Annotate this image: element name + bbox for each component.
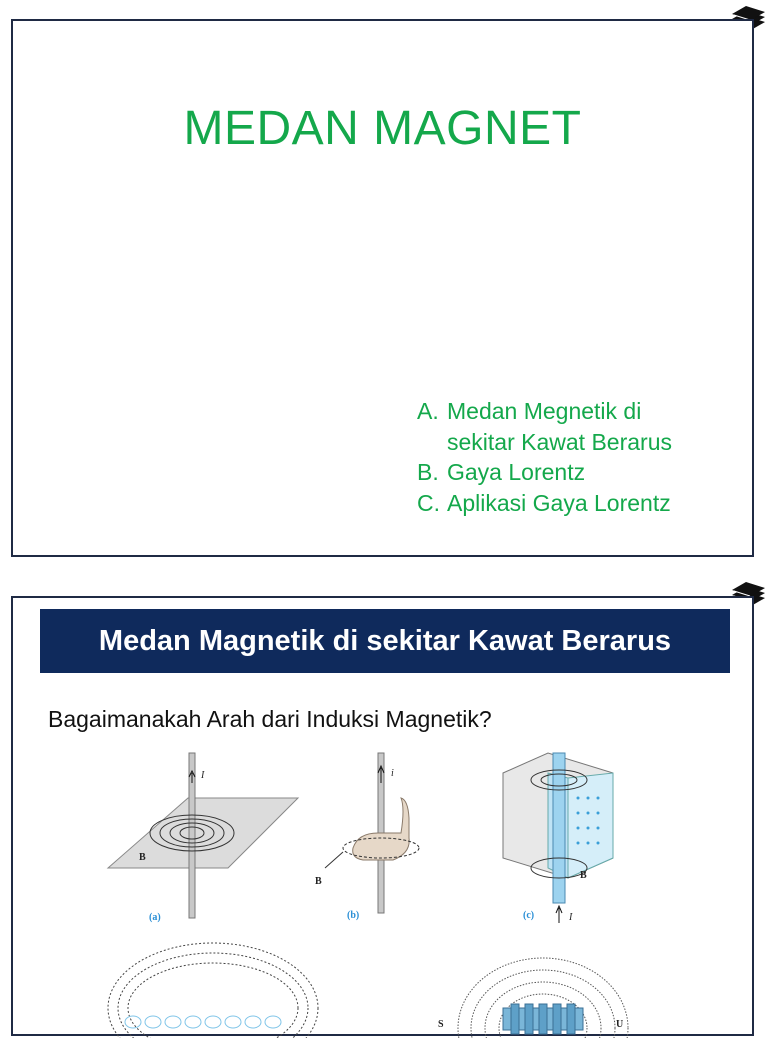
figure-b-label: (b) [347,910,360,921]
slide-title: MEDAN MAGNET [183,102,582,155]
magnetic-field-figures [13,738,752,1038]
figure-a-field-label: B [139,852,146,863]
magnet-south-label: S [438,1019,444,1030]
outline-text: Gaya Lorentz [447,459,586,485]
outline-letter: A. [417,398,439,424]
figure-c-label: (c) [523,910,535,921]
outline-item [417,488,707,519]
outline-item [417,396,707,457]
figure-a-label: (a) [149,912,161,923]
electromagnet-coils [503,1004,583,1034]
outline-text: Medan Megnetik di sekitar Kawat Berarus [447,398,672,455]
figure-b-field-label: B [315,876,322,887]
figure-c-current-label: I [569,912,573,923]
magnet-north-label: U [616,1019,624,1030]
outline-list [417,396,707,518]
question-text: Bagaimanakah Arah dari Induksi Magnetik? [48,706,492,732]
figure-a-current-label: I [201,770,205,781]
title-slide [11,19,754,557]
figure-a [108,753,298,923]
figure-b-current-label: i [391,768,394,779]
outline-item [417,457,707,488]
content-slide [11,596,754,1036]
section-header: Medan Magnetik di sekitar Kawat Berarus [40,609,730,673]
figure-c-field-label: B [580,870,587,881]
outline-letter: C. [417,489,440,516]
outline-text: Aplikasi Gaya Lorentz [447,489,671,516]
solenoid-coils [125,1016,281,1028]
outline-letter: B. [417,459,439,485]
figure-c [503,753,613,923]
figure-b [315,753,419,921]
